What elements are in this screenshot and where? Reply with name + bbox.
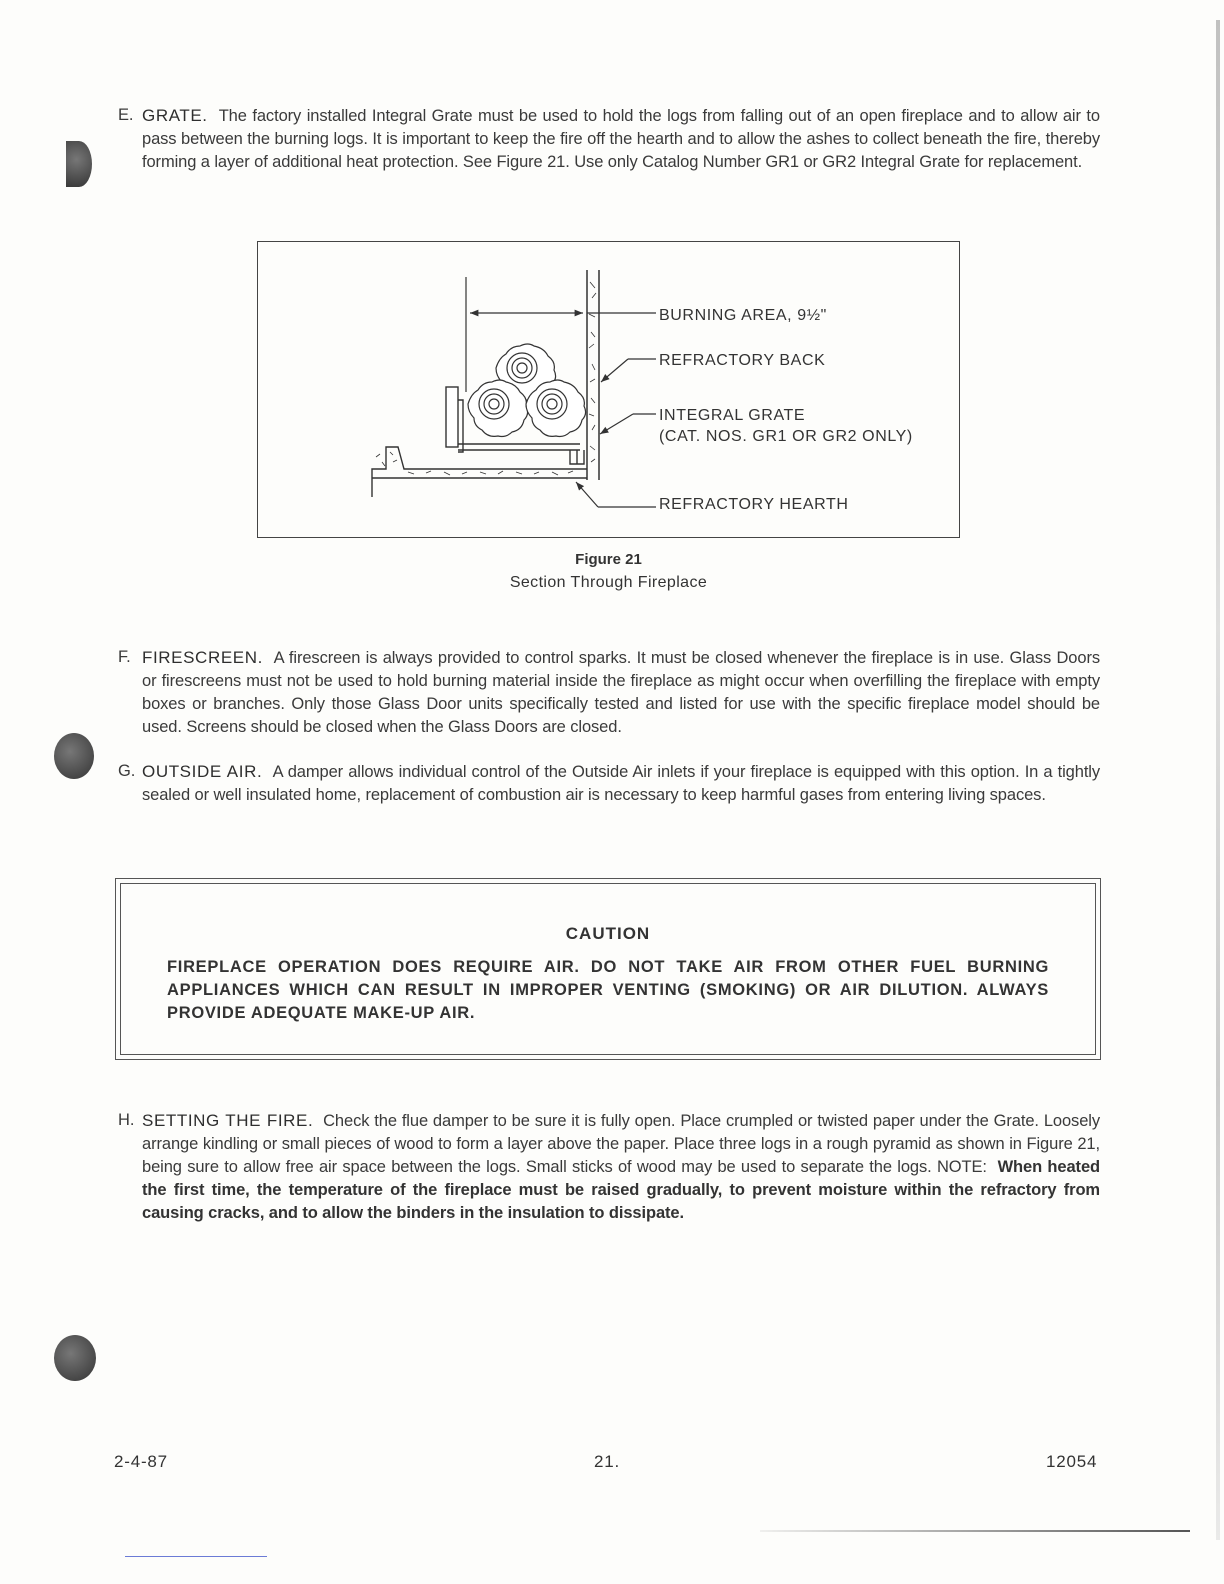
logs xyxy=(468,344,586,437)
caution-body: FIREPLACE OPERATION DOES REQUIRE AIR. DO NOT TAKE AIR FROM OTHER FUEL BURNING APPLIANCES WHICH CAN RESULT IN IMPROPER VENTING (SMOKING) OR AIR DILUTION. ALWAYS PROVIDE ADEQUATE MAKE-UP AIR. xyxy=(167,958,1049,1022)
label-integral-grate-note: (CAT. NOS. GR1 OR GR2 ONLY) xyxy=(659,428,913,445)
footer-document-number: 12054 xyxy=(1046,1452,1098,1471)
caution-inner-border xyxy=(120,883,1096,1055)
section-grate xyxy=(118,104,1100,174)
footer-page-number: 21. xyxy=(594,1452,621,1471)
section-body: Check the flue damper to be sure it is fully open. Place crumpled or twisted paper under the Grate. Loosely arrange kindling or small pieces of wood to form a layer above the paper. Place three logs in a rough pyramid as shown in Figure 21, being sure to allow free air space between the logs. Small sticks of wood may be used to separate the logs. xyxy=(142,1112,1100,1176)
section-body: A firescreen is always provided to control sparks. It must be closed whenever the fireplace is in use. Glass Doors or firescreens must not be used to hold burning material inside the fireplace as might occur when overfilling the fireplace with empty boxes or branches. Only those Glass Door units specifically tested and listed for use with the specific fireplace model should be used. Screens should be closed when the Glass Doors are closed. xyxy=(142,649,1101,736)
section-heading: SETTING THE FIRE. xyxy=(142,1111,314,1130)
scan-bottom-line xyxy=(760,1530,1190,1532)
label-refractory-back: REFRACTORY BACK xyxy=(659,352,826,369)
footer-date: 2-4-87 xyxy=(114,1452,168,1471)
section-letter: H. xyxy=(118,1111,135,1129)
section-paragraph xyxy=(142,646,1100,739)
refractory-back xyxy=(587,270,599,480)
binder-hole-middle xyxy=(54,733,94,779)
section-letter: F. xyxy=(118,648,131,666)
binder-hole-top xyxy=(66,141,92,187)
scan-blue-mark xyxy=(125,1556,267,1557)
section-paragraph xyxy=(142,104,1100,174)
fireplace-section-diagram xyxy=(258,242,961,539)
caution-title: CAUTION xyxy=(565,924,651,943)
figure-21-frame xyxy=(257,241,960,538)
note-body: When heated the first time, the temperature of the fireplace must be raised gradually, to prevent moisture within the refractory from causing cracks, and to allow the binders in the insulation to dissipate. xyxy=(142,1158,1101,1222)
caution-box xyxy=(115,878,1101,1060)
section-outside-air xyxy=(118,760,1100,807)
section-setting-the-fire xyxy=(118,1109,1100,1225)
section-heading: OUTSIDE AIR. xyxy=(142,762,263,781)
label-integral-grate: INTEGRAL GRATE xyxy=(659,407,806,424)
label-burning-area: BURNING AREA, 9½" xyxy=(659,307,827,324)
section-body: A damper allows individual control of the Outside Air inlets if your fireplace is equipped with this option. In a tightly sealed or well insulated home, replacement of combustion air is necessary to keep harmful gases from entering living spaces. xyxy=(142,763,1101,804)
section-paragraph xyxy=(142,1109,1100,1225)
scan-edge xyxy=(1216,20,1220,1540)
section-body: The factory installed Integral Grate must be used to hold the logs from falling out of an open fireplace and to allow air to pass between the burning logs. It is important to keep the fire off the hearth and to allow the ashes to collect beneath the fire, thereby forming a layer of additional heat protection. See Figure 21. Use only Catalog Number GR1 or GR2 Integral Grate for replacement. xyxy=(142,107,1100,171)
section-heading: FIRESCREEN. xyxy=(142,648,263,667)
note-label: NOTE: xyxy=(936,1158,987,1176)
section-paragraph xyxy=(142,760,1100,807)
label-refractory-hearth: REFRACTORY HEARTH xyxy=(659,496,849,513)
figure-number: Figure 21 xyxy=(575,551,642,568)
section-heading: GRATE. xyxy=(142,106,208,125)
figure-caption: Section Through Fireplace xyxy=(509,574,708,591)
section-firescreen xyxy=(118,646,1100,739)
section-letter: G. xyxy=(118,762,136,780)
refractory-hearth xyxy=(372,447,587,497)
section-letter: E. xyxy=(118,106,134,124)
binder-hole-bottom xyxy=(54,1335,96,1381)
